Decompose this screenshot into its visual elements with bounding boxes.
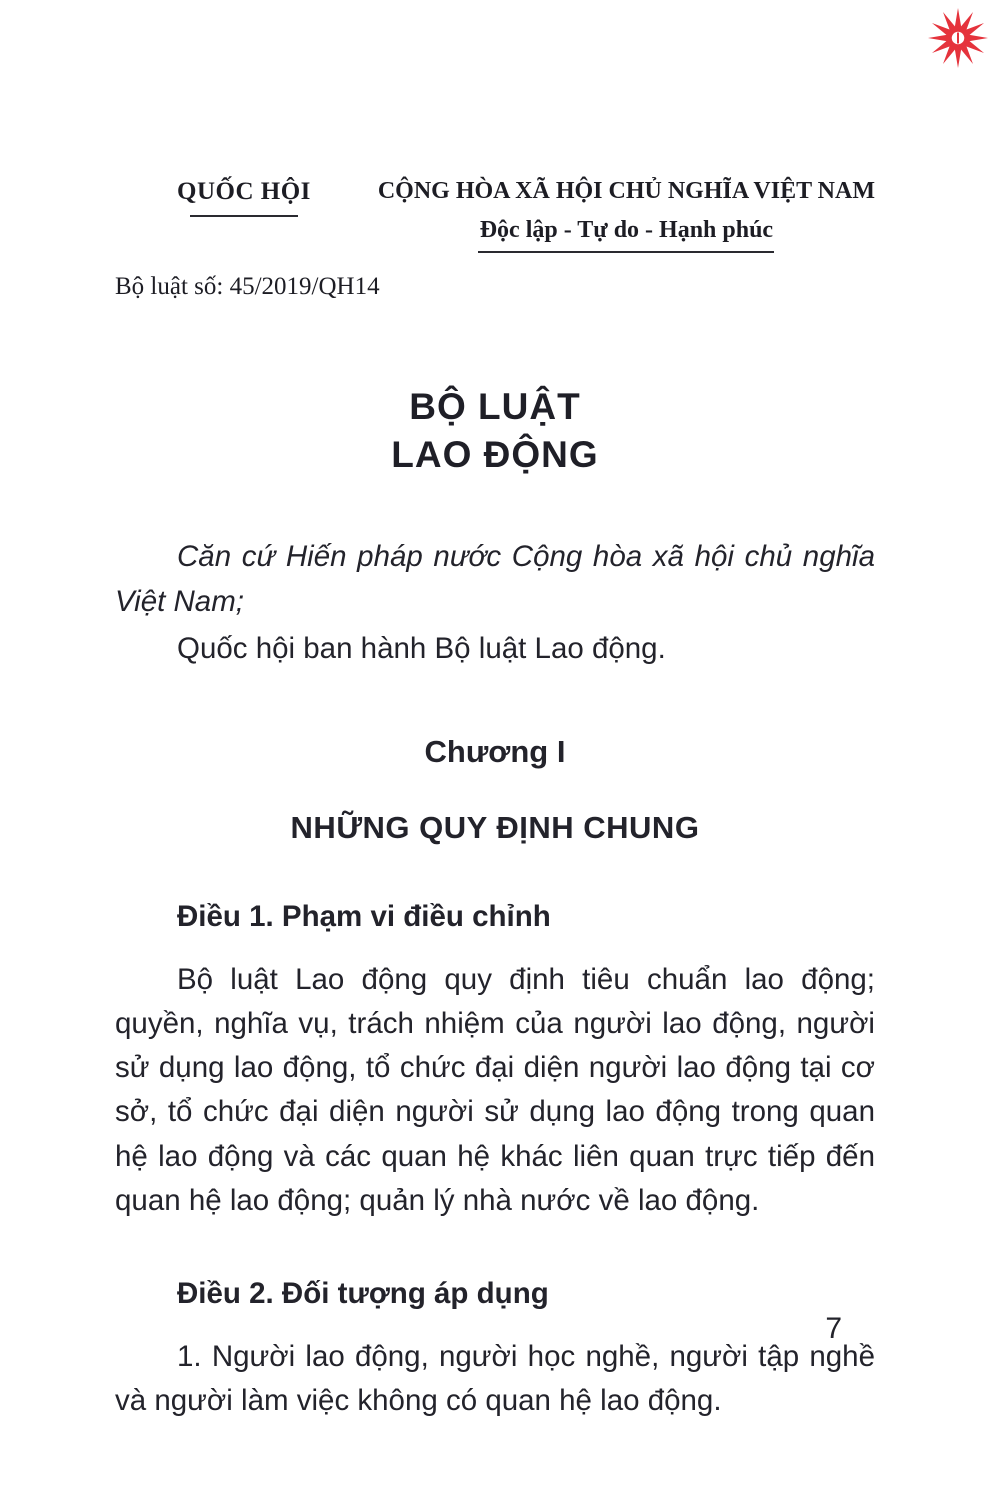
- issuer-name: QUỐC HỘI: [177, 178, 311, 205]
- page-number: 7: [825, 1312, 842, 1345]
- chapter-label: Chương I: [424, 733, 566, 769]
- article-2-heading: Điều 2. Đối tượng áp dụng: [177, 1277, 549, 1311]
- document-title: [115, 383, 875, 479]
- document-title-line2: LAO ĐỘNG: [391, 434, 599, 476]
- chapter-title: NHỮNG QUY ĐỊNH CHUNG: [290, 809, 700, 845]
- preamble-line2: Quốc hội ban hành Bộ luật Lao động.: [177, 631, 666, 665]
- issuer-underline: [190, 215, 298, 217]
- issuer-block: [177, 178, 311, 217]
- article-2-paragraph: 1. Người lao động, người học nghề, người tập nghề và người làm việc không có quan hệ lao động.: [115, 1340, 875, 1418]
- national-title: CỘNG HÒA XÃ HỘI CHỦ NGHĨA VIỆT NAM: [377, 178, 875, 204]
- document-header: [115, 178, 875, 253]
- publisher-logo-icon: [926, 6, 990, 70]
- motto-underline: [478, 251, 774, 253]
- national-block: [378, 178, 875, 253]
- document-number: Bộ luật số: 45/2019/QH14: [115, 273, 380, 300]
- article-1-paragraph: Bộ luật Lao động quy định tiêu chuẩn lao động; quyền, nghĩa vụ, trách nhiệm của người lao động, người sử dụng lao động, tổ chức đại diện người lao động tại cơ sở, tổ chức đại diện người sử dụng lao động trong quan hệ lao động và các quan hệ khác liên quan trực tiếp đến quan hệ lao động; quản lý nhà nước về lao động.: [115, 962, 875, 1217]
- document-title-line1: BỘ LUẬT: [409, 386, 581, 427]
- article-1-heading: Điều 1. Phạm vi điều chỉnh: [177, 899, 551, 933]
- preamble-line1: Căn cứ Hiến pháp nước Cộng hòa xã hội chủ nghĩa Việt Nam;: [115, 540, 875, 619]
- national-motto: Độc lập - Tự do - Hạnh phúc: [479, 217, 774, 243]
